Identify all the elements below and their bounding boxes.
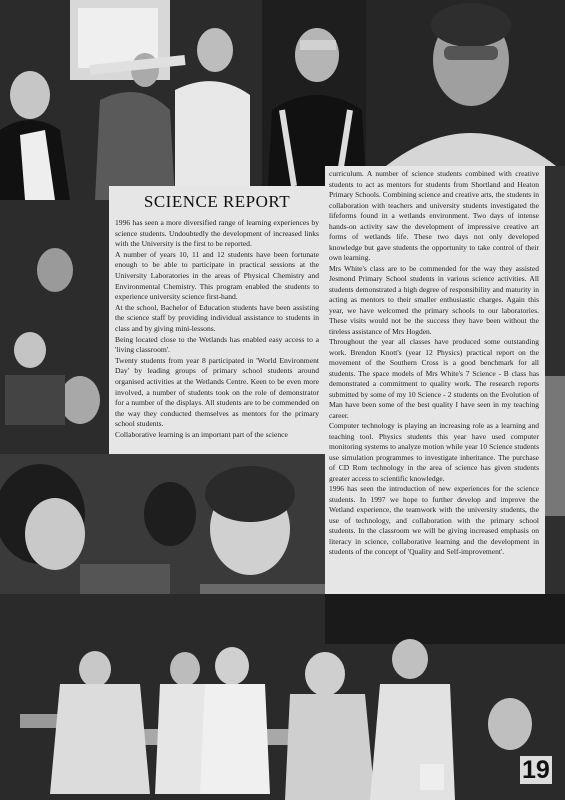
photo-right-strip — [545, 166, 565, 594]
right-paragraph: Computer technology is playing an increasing role as a learning and teaching tool. Physics students this year have used computer monitoring systems to analyze motion while year 10 Science students use simulation programmes to investigate inheritance. The purchase of CD Rom technology in the area of science has given students greater access to scientific knowledge. — [329, 421, 539, 483]
photo-top-left-teachers — [0, 0, 262, 200]
right-paragraph: 1996 has seen the introduction of new experiences for the science students. In 1997 we hope to further develop and improve the Wetland experience, the teamwork with the university students, the use of technology, and collaboration with the primary school students. In the classroom we will be giving increased emphasis on literacy in science, collaborative learning and the development in students of the concept of 'Quality and Self-improvement'. — [329, 484, 539, 556]
left-paragraph: Being located close to the Wetlands has enabled easy access to a 'living classroom'. — [115, 334, 319, 355]
right-paragraph: curriculum. A number of science students combined with creative students to act as mentors for students from Shortland and Heaton Primary Schools. Combining science and creative arts, the students in collaboration with teachers and university students investigated the lifeforms found in a wetlands environment. Two days of intense hands-on activity saw the development of impressive creative art forms of wetlands life. These two days not only developed knowledge but gave students the opportunity to take control of their own learning. — [329, 169, 539, 262]
left-paragraph: Collaborative learning is an important part of the science — [115, 429, 288, 439]
page-number: 19 — [522, 756, 550, 784]
article-column-left — [109, 186, 325, 454]
photo-top-center-man — [262, 0, 366, 186]
right-paragraph: Throughout the year all classes have produced some outstanding work. Brendon Knott's (year 12 Physics) practical report on the movement of the Southern Cross is a good benchmark for all students. The space models of Mrs White's 7 Science - B class has demonstrated a commitment to quality work. The research reports submitted by some of my 10 Science - 2 students on the Evolution of Man have been some of the best quality I have seen in my teaching career. — [329, 337, 539, 420]
left-paragraph: At the school, Bachelor of Education students have been assisting the science staff by providing individual assistance to students in class and by giving mini-lessons. — [115, 302, 319, 333]
article-column-right — [325, 166, 545, 594]
photo-top-right-woman — [366, 0, 565, 166]
article-title: SCIENCE REPORT — [143, 192, 291, 211]
left-paragraph: Twenty students from year 8 participated in 'World Environment Day' by leading groups of primary school students around organised activities at the Wetlands Centre. Keen to be even more involved, a number of students took on the role of demonstrator for a number of the displays. All students are to be commended on the way they conducted themselves as mentors for the primary school students. — [115, 355, 319, 429]
left-paragraph: 1996 has seen a more diversified range of learning experiences by science students. Undoubtedly the development of increased links with the University is the first to be reported. — [115, 218, 319, 249]
left-paragraph: A number of years 10, 11 and 12 students have been fortunate enough to be able to participate in practical sessions at the University Laboratories in the areas of Physical Chemistry and Environmental Chemistry. This program enabled the students to experience university science first-hand. — [115, 249, 319, 302]
photo-left-strip-students — [0, 200, 109, 454]
right-paragraph: Mrs White's class are to be commended for the way they assisted Jesmond Primary School students in various science activities. All students demonstrated a high degree of responsibility and maturity in acting as mentors to their smaller enthusiastic charges. Again this year, we have welcomed the primary schools to our laboratories. These visits would not be the success they have been without the tireless assistance of Mrs Hogden. — [329, 263, 539, 336]
photo-bottom-classroom — [0, 594, 565, 800]
